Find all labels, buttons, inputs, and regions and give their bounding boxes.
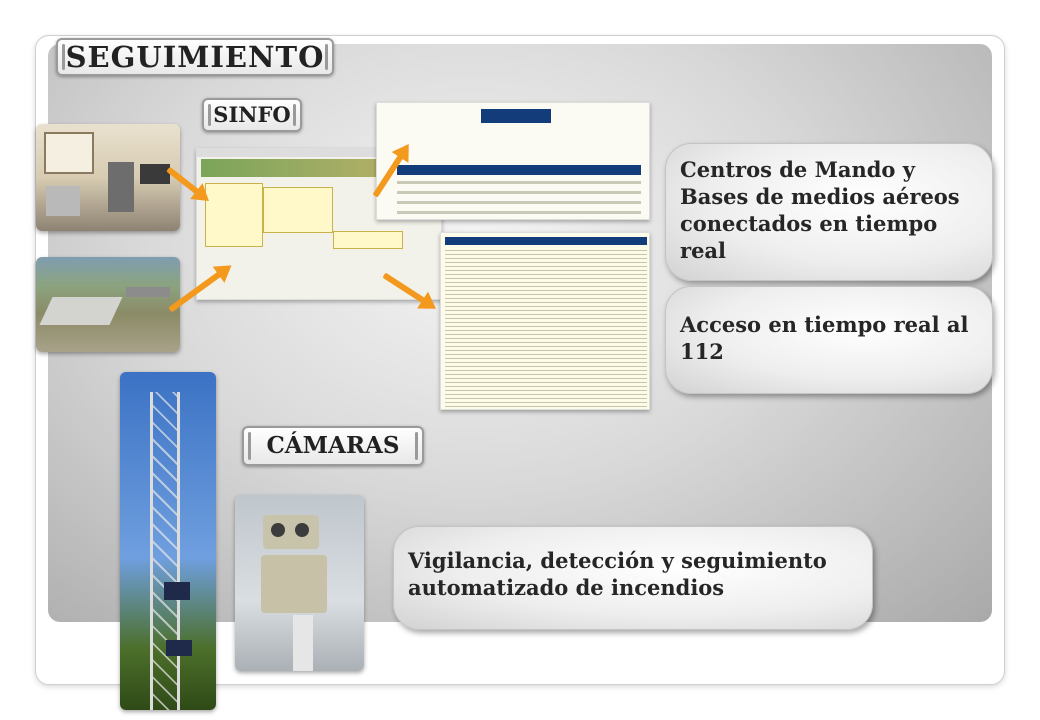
- helipad-photo: [36, 257, 180, 352]
- medios-list-screenshot: [440, 232, 650, 410]
- callout-acceso-112: [665, 286, 993, 394]
- situacion-incendios-screenshot: [376, 102, 650, 220]
- callout-112-text: Acceso en tiempo real al 112: [680, 312, 969, 364]
- callout-vigilancia: [393, 526, 873, 630]
- callout-vigilancia-text: Vigilancia, detección y seguimiento automatizado de incendios: [408, 548, 827, 600]
- section-label-sinfo: SINFO: [202, 98, 302, 132]
- camera-photo: [235, 495, 364, 671]
- slide-title: SEGUIMIENTO: [56, 38, 334, 76]
- callout-centros-text: Centros de Mando y Bases de medios aéreos conectados en tiempo real: [680, 157, 960, 263]
- control-center-photo: [36, 124, 180, 231]
- callout-centros-mando: [665, 143, 993, 281]
- watch-tower-photo: [120, 372, 216, 710]
- section-label-camaras: CÁMARAS: [242, 426, 424, 466]
